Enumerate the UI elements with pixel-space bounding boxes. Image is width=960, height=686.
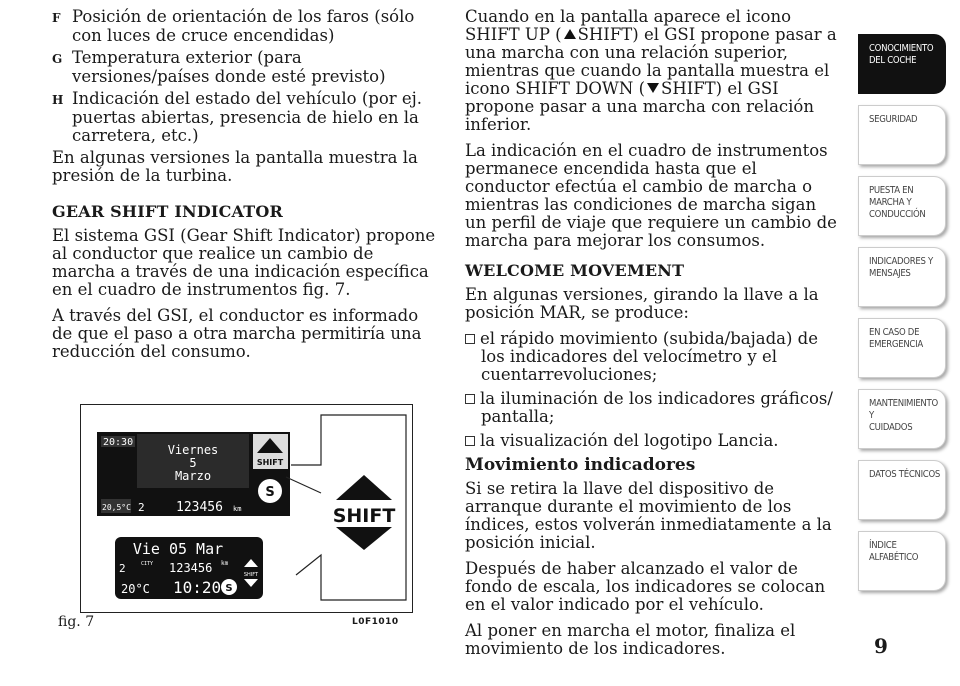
tab-puesta-en-marcha[interactable]: PUESTA EN MARCHA Y CONDUCCIÓN	[858, 176, 946, 236]
gsi-heading: GEAR SHIFT INDICATOR	[52, 202, 284, 221]
checkbox-bullet-icon	[465, 436, 475, 446]
display-2-city: CITY	[141, 561, 154, 567]
display-2-shift-label: SHIFT	[243, 572, 259, 578]
bullet-item: el rápido movimiento (subida/bajada) de los indicadores del velocímetro y el cuentarrevoluciones;	[465, 330, 840, 384]
instrument-display-illustration	[81, 405, 412, 612]
movement-paragraph-1: Si se retira la llave del dispositivo de arranque durante el movimiento de los índices, estos volverán inmediatamente a la posición inicial.	[465, 479, 832, 552]
tab-mantenimiento[interactable]: MANTENIMIENTO Y CUIDADOS	[858, 389, 946, 449]
figure-caption: fig. 7	[58, 614, 95, 630]
tab-indicadores[interactable]: INDICADORES Y MENSAJES	[858, 247, 946, 307]
display-1-date: 5	[189, 456, 197, 470]
checkbox-bullet-icon	[465, 394, 475, 404]
display-2-gear: 2	[119, 562, 126, 575]
checkbox-bullet-icon	[465, 334, 475, 344]
tab-datos-tecnicos[interactable]: DATOS TÉCNICOS	[858, 460, 946, 520]
s-icon: S	[265, 485, 275, 500]
big-shift-down-icon	[336, 527, 392, 550]
display-1-temp: 20,5°C	[102, 503, 131, 512]
movement-subheading: Movimiento indicadores	[465, 455, 696, 475]
gsi-paragraph-2: A través del GSI, el conductor es informado de que el paso a otra marcha permitiría una reducción del consumo.	[52, 306, 422, 361]
display-1-month: Marzo	[174, 469, 212, 483]
svg-text:S: S	[225, 583, 233, 594]
turbo-paragraph: En algunas versiones la pantalla muestra la presión de la turbina.	[52, 148, 418, 185]
tab-indice[interactable]: ÍNDICE ALFABÉTICO	[858, 531, 946, 591]
shift-down-icon	[647, 83, 659, 93]
display-2-odo: 123456	[169, 561, 213, 575]
left-column	[52, 8, 437, 369]
display-1-odo: 123456	[176, 500, 223, 515]
legend-item-f: F Posición de orientación de los faros (sólo con luces de cruce encendidas)	[52, 7, 415, 45]
legend-item-h: H Indicación del estado del vehículo (por ej. puertas abiertas, presencia de hielo en la carretera, etc.)	[52, 89, 423, 145]
welcome-paragraph: En algunas versiones, girando la llave a la posición MAR, se produce:	[465, 285, 819, 322]
display-1-shift-label: SHIFT	[256, 458, 284, 467]
tab-seguridad[interactable]: SEGURIDAD	[858, 105, 946, 165]
gsi-paragraph-1: El sistema GSI (Gear Shift Indicator) propone al conductor que realice un cambio de marcha a través de una indicación específica en el cuadro de instrumentos fig. 7.	[52, 226, 436, 299]
tab-conocimiento[interactable]: CONOCIMIENTO DEL COCHE	[858, 34, 946, 94]
bullet-item: la iluminación de los indicadores gráficos/ pantalla;	[465, 390, 840, 426]
big-shift-label: SHIFT	[332, 505, 396, 527]
movement-paragraph-2: Después de haber alcanzado el valor de fondo de escala, los indicadores se colocan en el valor indicado por el vehículo.	[465, 559, 826, 614]
big-shift-up-icon	[336, 475, 392, 500]
figure-7	[80, 404, 413, 613]
display-2-date: Vie 05 Mar	[132, 540, 224, 558]
shift-paragraph: Cuando en la pantalla aparece el icono SHIFT UP ( SHIFT) el GSI propone pasar a una marcha con una relación superior, mientras que cuando la pantalla muestra el icono SHIFT DOWN ( SHIFT) el GSI propone pasar a una marcha con relación inferior.	[465, 7, 837, 134]
chapter-tabs	[858, 34, 946, 602]
display-2-time: 10:20	[173, 578, 222, 597]
display-2-odo-unit: km	[221, 560, 229, 567]
tab-emergencia[interactable]: EN CASO DE EMERGENCIA	[858, 318, 946, 378]
display-1-gear: 2	[138, 501, 145, 514]
indication-paragraph: La indicación en el cuadro de instrumentos permanece encendida hasta que el conductor efectúa el cambio de marcha o mientras las condiciones de marcha sigan un perfil de viaje que requiere un cambio de marcha para mejorar los consumos.	[465, 141, 837, 250]
bullet-item: la visualización del logotipo Lancia.	[465, 432, 840, 450]
right-column	[465, 8, 840, 666]
display-1-time: 20:30	[103, 437, 134, 448]
legend-item-g: G Temperatura exterior (para versiones/países donde esté previsto)	[52, 48, 386, 86]
display-1-odo-unit: km	[233, 505, 242, 513]
page-number: 9	[874, 634, 888, 658]
shift-up-icon	[564, 29, 576, 39]
display-1-day: Viernes	[167, 443, 219, 457]
movement-paragraph-3: Al poner en marcha el motor, finaliza el movimiento de los indicadores.	[465, 621, 796, 658]
welcome-heading: WELCOME MOVEMENT	[465, 261, 685, 280]
figure-code: L0F1010	[352, 617, 399, 627]
display-2-temp: 20°C	[121, 582, 150, 596]
